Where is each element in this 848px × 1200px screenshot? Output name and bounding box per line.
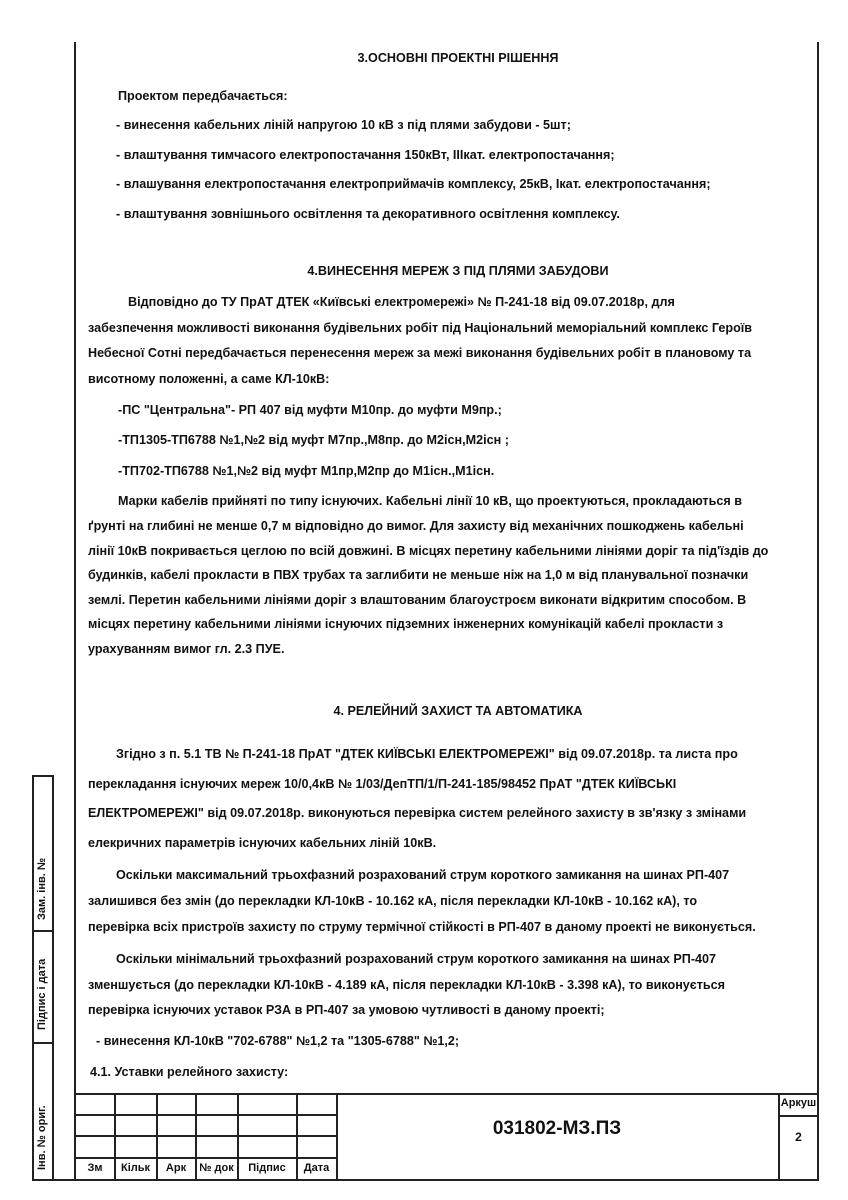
relocation-item: - винесення КЛ-10кВ "702-6788" №1,2 та "1305-6788" №1,2; <box>96 1034 460 1048</box>
paragraph-line: лінії 10кВ покривається цеглою по всій довжині. В місцях перетину кабельними лініями доріг та під'їздів до <box>88 543 769 558</box>
sheet-number: 2 <box>795 1130 802 1144</box>
paragraph-line: висотному положенні, а саме КЛ-10кВ: <box>88 371 330 386</box>
paragraph-line: Відповідно до ТУ ПрАТ ДТЕК «Київські електромережі» № П-241-18 від 09.07.2018р, для <box>128 295 675 310</box>
stamp-divider <box>32 930 53 932</box>
binding-line <box>52 775 54 1179</box>
paragraph-line: перевірка існуючих уставок РЗА в РП-407 за умовою чутливості в даному проекті; <box>88 1003 605 1018</box>
route-item: -ТП1305-ТП6788 №1,№2 від муфт М7пр.,М8пр. до М2існ,М2існ ; <box>118 433 509 448</box>
section-4a-title: 4.ВИНЕСЕННЯ МЕРЕЖ З ПІД ПЛЯМИ ЗАБУДОВИ <box>307 263 609 278</box>
col-header-ark: Арк <box>165 1162 187 1174</box>
stamp-divider <box>32 1042 53 1044</box>
paragraph-line: залишився без змін (до перекладки КЛ-10кВ - 10.162 кА, після перекладки КЛ-10кВ - 10.162 кА), то <box>88 894 698 909</box>
document-body <box>88 52 788 1078</box>
section-3-item: - винесення кабельних ліній напругою 10 кВ з під плями забудови - 5шт; <box>116 118 571 133</box>
paragraph-line: Оскільки максимальний трьохфазний розрахований струм короткого замикання на шинах РП-407 <box>116 868 730 883</box>
section-3-intro: Проектом передбачається: <box>118 88 288 103</box>
side-label-sign-date: Підпис і дата <box>36 958 48 1030</box>
section-3-item: - влашування електропостачання електроприймачів комплексу, 25кВ, Iкат. електропостачання; <box>116 177 711 192</box>
frame-left <box>74 42 76 1180</box>
route-item: -ПС "Центральна"- РП 407 від муфти М10пр. до муфти М9пр.; <box>118 402 502 417</box>
col-header-zm: Зм <box>87 1162 103 1174</box>
document-code: 031802-МЗ.ПЗ <box>492 1118 622 1139</box>
paragraph-line: Небесної Сотні передбачається перенесення мереж за межі виконання будівельних робіт в плановому та <box>88 346 752 361</box>
left-margin-line <box>32 775 34 1179</box>
paragraph-line: ЕЛЕКТРОМЕРЕЖІ" від 09.07.2018р. виконуються перевірка систем релейного захисту в зв'язку з змінами <box>88 806 747 821</box>
col-header-date: Дата <box>303 1162 330 1174</box>
frame-right <box>817 42 819 1180</box>
section-4b-title: 4. РЕЛЕЙНИЙ ЗАХИСТ ТА АВТОМАТИКА <box>333 704 583 719</box>
col-header-signature: Підпис <box>248 1162 286 1174</box>
sheet-cell-divider <box>778 1115 819 1117</box>
paragraph-line: урахуванням вимог гл. 2.3 ПУЕ. <box>88 641 285 656</box>
paragraph-line: перекладання існуючих мереж 10/0,4кВ № 1/03/ДепТП/1/П-241-185/98452 ПрАТ "ДТЕК КИЇВСЬКІ <box>88 776 677 791</box>
paragraph-line: перевірка всіх пристроїв захисту по струму термічної стійкості в РП-407 в даному проекті не виконується. <box>88 919 756 934</box>
paragraph-line: Згідно з п. 5.1 ТВ № П-241-18 ПрАТ "ДТЕК КИЇВСЬКІ ЕЛЕКТРОМЕРЕЖІ" від 09.07.2018р. та листа про <box>116 747 738 762</box>
col-header-kilk: Кільк <box>120 1162 151 1174</box>
side-label-inv-orig: Інв. № ориг. <box>36 1105 48 1170</box>
side-label-zam-inv: Зам. інв. № <box>36 857 48 920</box>
paragraph-line: Оскільки мінімальний трьохфазний розрахований струм короткого замикання на шинах РП-407 <box>116 952 717 967</box>
section-3-item: - влаштування зовнішнього освітлення та декоративного освітлення комплексу. <box>116 206 620 221</box>
paragraph-line: місцях перетину кабельними лініями існуючих підземних інженерних комунікацій кабелі прокласти з <box>88 617 724 632</box>
stamp-divider <box>32 775 53 777</box>
sheet-label: Аркуш <box>780 1097 817 1109</box>
frame-bottom <box>32 1179 819 1181</box>
paragraph-line: будинків, кабелі прокласти в ПВХ трубах та заглибити не меньше ніж на 1,0 м від планувальної позначки <box>88 568 749 583</box>
paragraph-line: забезпечення можливості виконання будівельних робіт під Національний меморіальний комплекс Героїв <box>88 320 753 335</box>
section-3-item: - влаштування тимчасого електропостачання 150кВт, IIIкат. електропостачання; <box>116 147 615 162</box>
paragraph-line: Марки кабелів прийняті по типу існуючих. Кабельні лінії 10 кВ, що проектуються, прокладаються в <box>118 494 742 509</box>
col-header-doc-no: № док <box>199 1162 234 1174</box>
route-item: -ТП702-ТП6788 №1,№2 від муфт М1пр,М2пр до М1існ.,М1існ. <box>118 463 495 478</box>
section-3-title: 3.ОСНОВНІ ПРОЕКТНІ РІШЕННЯ <box>357 51 559 65</box>
title-block-top <box>74 1093 819 1095</box>
paragraph-line: елекричних параметрів існуючих кабельних ліній 10кВ. <box>88 835 437 850</box>
paragraph-line: землі. Перетин кабельними лініями доріг з влаштованим благоустроєм виконати відкритим способом. В <box>88 592 747 607</box>
paragraph-line: зменшується (до перекладки КЛ-10кВ - 4.189 кА, після перекладки КЛ-10кВ - 3.398 кА), то виконується <box>88 977 726 992</box>
paragraph-line: ґрунті на глибині не менше 0,7 м відповідно до вимог. Для захисту від механічних пошкоджень кабельні <box>88 518 744 533</box>
subsection-title: 4.1. Уставки релейного захисту: <box>90 1064 289 1079</box>
